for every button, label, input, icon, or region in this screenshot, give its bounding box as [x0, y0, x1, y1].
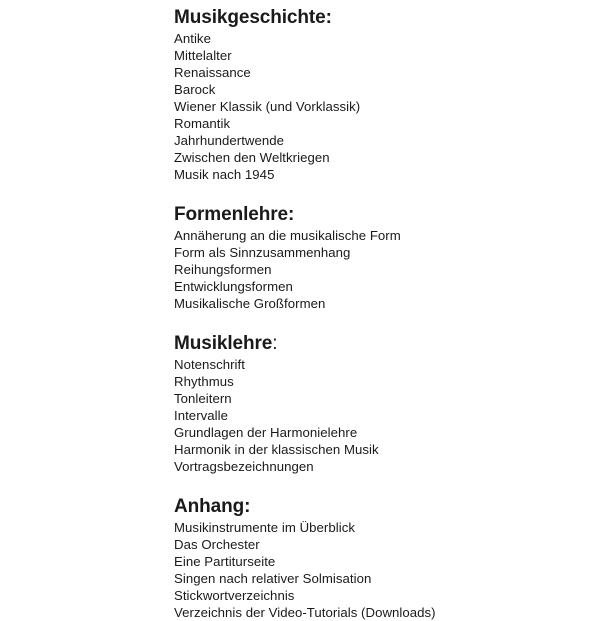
toc-entry: Intervalle [174, 408, 229, 423]
toc-entry: Harmonik in der klassischen Musik [174, 442, 379, 457]
section-heading-colon: : [272, 333, 278, 354]
section-entry-list [174, 519, 584, 621]
toc-entry: Antike [174, 31, 211, 46]
toc-entry: Singen nach relativer Solmisation [174, 571, 372, 586]
section-heading [174, 332, 584, 355]
toc-entry: Entwicklungsformen [174, 279, 293, 294]
section-entry-list [174, 30, 584, 183]
toc-section [174, 203, 584, 312]
section-heading-text: Musiklehre [174, 333, 273, 354]
toc-section [174, 332, 584, 475]
toc-entry: Vortragsbezeichnungen [174, 459, 314, 474]
toc-entry: Barock [174, 82, 216, 97]
toc-entry: Verzeichnis der Video-Tutorials (Downloads) [174, 605, 436, 620]
toc-entry: Musikinstrumente im Überblick [174, 520, 355, 535]
section-entry-list [174, 227, 584, 312]
section-heading: Anhang: [174, 496, 251, 517]
toc-entry: Form als Sinnzusammenhang [174, 245, 351, 260]
toc-entry: Musikalische Großformen [174, 296, 326, 311]
section-heading: Musikgeschichte: [174, 7, 332, 28]
toc-entry: Annäherung an die musikalische Form [174, 228, 401, 243]
toc-entry: Romantik [174, 116, 231, 131]
section-entry-list [174, 356, 584, 475]
toc-entry: Rhythmus [174, 374, 234, 389]
toc-entry: Mittelalter [174, 48, 232, 63]
toc-entry: Reihungsformen [174, 262, 272, 277]
toc-entry: Musik nach 1945 [174, 167, 275, 182]
toc-entry: Wiener Klassik (und Vorklassik) [174, 99, 361, 114]
toc-entry: Renaissance [174, 65, 251, 80]
toc-entry: Jahrhundertwende [174, 133, 285, 148]
toc-entry: Eine Partiturseite [174, 554, 276, 569]
section-heading: Formenlehre: [174, 204, 295, 225]
toc-entry: Stickwortverzeichnis [174, 588, 295, 603]
toc-entry: Grundlagen der Harmonielehre [174, 425, 358, 440]
toc-entry: Notenschrift [174, 357, 245, 372]
toc-entry: Das Orchester [174, 537, 260, 552]
toc-section [174, 495, 584, 621]
toc-entry: Tonleitern [174, 391, 232, 406]
toc-entry: Zwischen den Weltkriegen [174, 150, 330, 165]
toc-section [174, 6, 584, 183]
table-of-contents [174, 6, 584, 621]
